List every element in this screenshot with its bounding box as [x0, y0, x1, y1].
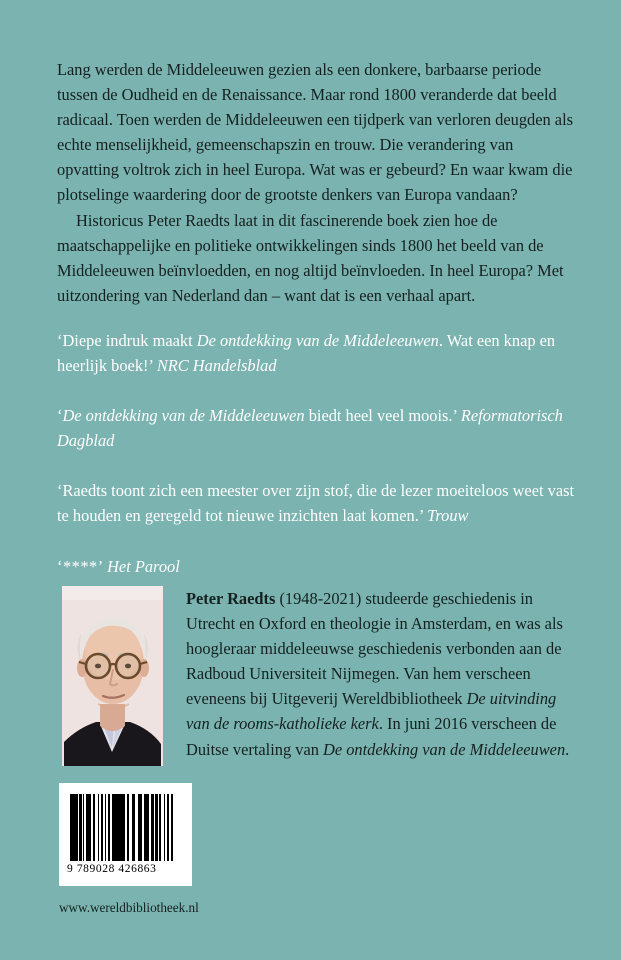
star-rating-text: ‘****’	[57, 556, 108, 576]
quote-book-title: De ontdekking van de Middeleeuwen	[62, 406, 305, 426]
quote-source: Het Parool	[107, 556, 180, 576]
author-name: Peter Raedts	[186, 589, 276, 608]
quote-open-text: ‘Diepe indruk maakt	[57, 331, 197, 350]
author-bio	[186, 586, 578, 762]
publisher-website[interactable]: www.wereldbibliotheek.nl	[59, 900, 199, 915]
blurb-paragraph-1: Lang werden de Middeleeuwen gezien als een donkere, barbaarse periode tussen de Oudheid en de Renaissance. Maar rond 1800 veranderde dat beeld radicaal. Toen werden de Middeleeuwen een tijdperk van verloren deugden als echte menselijkheid, gemeenschapszin en trouw. Die verandering van opvatting voltrok zich in heel Europa. Wat was er gebeurd? En waar kwam die plotselinge waardering door de grootste denkers van Europa vandaan?	[57, 60, 574, 205]
barcode-bars	[70, 794, 181, 861]
press-quote-nrc	[57, 328, 582, 378]
blurb-paragraph-2: Historicus Peter Raedts laat in dit fascinerende boek zien hoe de maatschappelijke en politieke ontwikkelingen sinds 1800 het beeld van de Middeleeuwen beïnvloedden, en nog altijd beïnvloeden. In heel Europa? Met uitzondering van Nederland dan – want dat is een verhaal apart.	[57, 210, 564, 305]
press-quote-het-parool	[57, 554, 582, 579]
press-quote-trouw	[57, 478, 582, 528]
author-photo	[62, 586, 163, 766]
quote-open-text: ‘Raedts toont zich een meester over zijn stof, die de lezer moeiteloos weet vast te houden en geregeld tot nieuwe inzichten laat komen.’	[57, 481, 575, 526]
press-quote-reformatorisch-dagblad	[57, 403, 582, 453]
quote-book-title: De ontdekking van de Middeleeuwen	[196, 331, 439, 350]
quote-open-text: ‘	[57, 406, 63, 426]
quote-source: Reformatorisch Dagblad	[57, 406, 563, 451]
isbn-barcode	[59, 783, 192, 886]
author-bio-part-3: .	[565, 739, 570, 759]
quote-source: NRC Handelsblad	[156, 356, 277, 376]
author-bio-part-1: studeerde geschiedenis in Utrecht en Oxford en theologie in Amsterdam, en was als hoogleraar middeleeuwse geschiedenis verbonden aan de Radboud Universiteit Nijmegen. Van hem verscheen eveneens bij Uitgeverij Wereldbibliotheek	[186, 589, 563, 709]
barcode-digits: 9 789028 426863	[67, 863, 157, 875]
blurb-text	[57, 57, 578, 308]
author-bio-part-2: . In juni 2016 verscheen de Duitse vertaling van	[186, 714, 557, 759]
quote-source: Trouw	[427, 506, 469, 526]
author-bio-book-title-2: De ontdekking van de Middeleeuwen	[323, 739, 566, 759]
quote-close-text: . Wat een knap en heerlijk boek!’	[57, 331, 556, 376]
author-lifespan: (1948-2021)	[275, 589, 366, 608]
press-quotes	[57, 328, 582, 579]
author-bio-book-title-1: De uitvinding van de rooms-katholieke kerk	[186, 689, 557, 734]
quote-close-text: biedt heel veel moois.’	[304, 406, 461, 426]
